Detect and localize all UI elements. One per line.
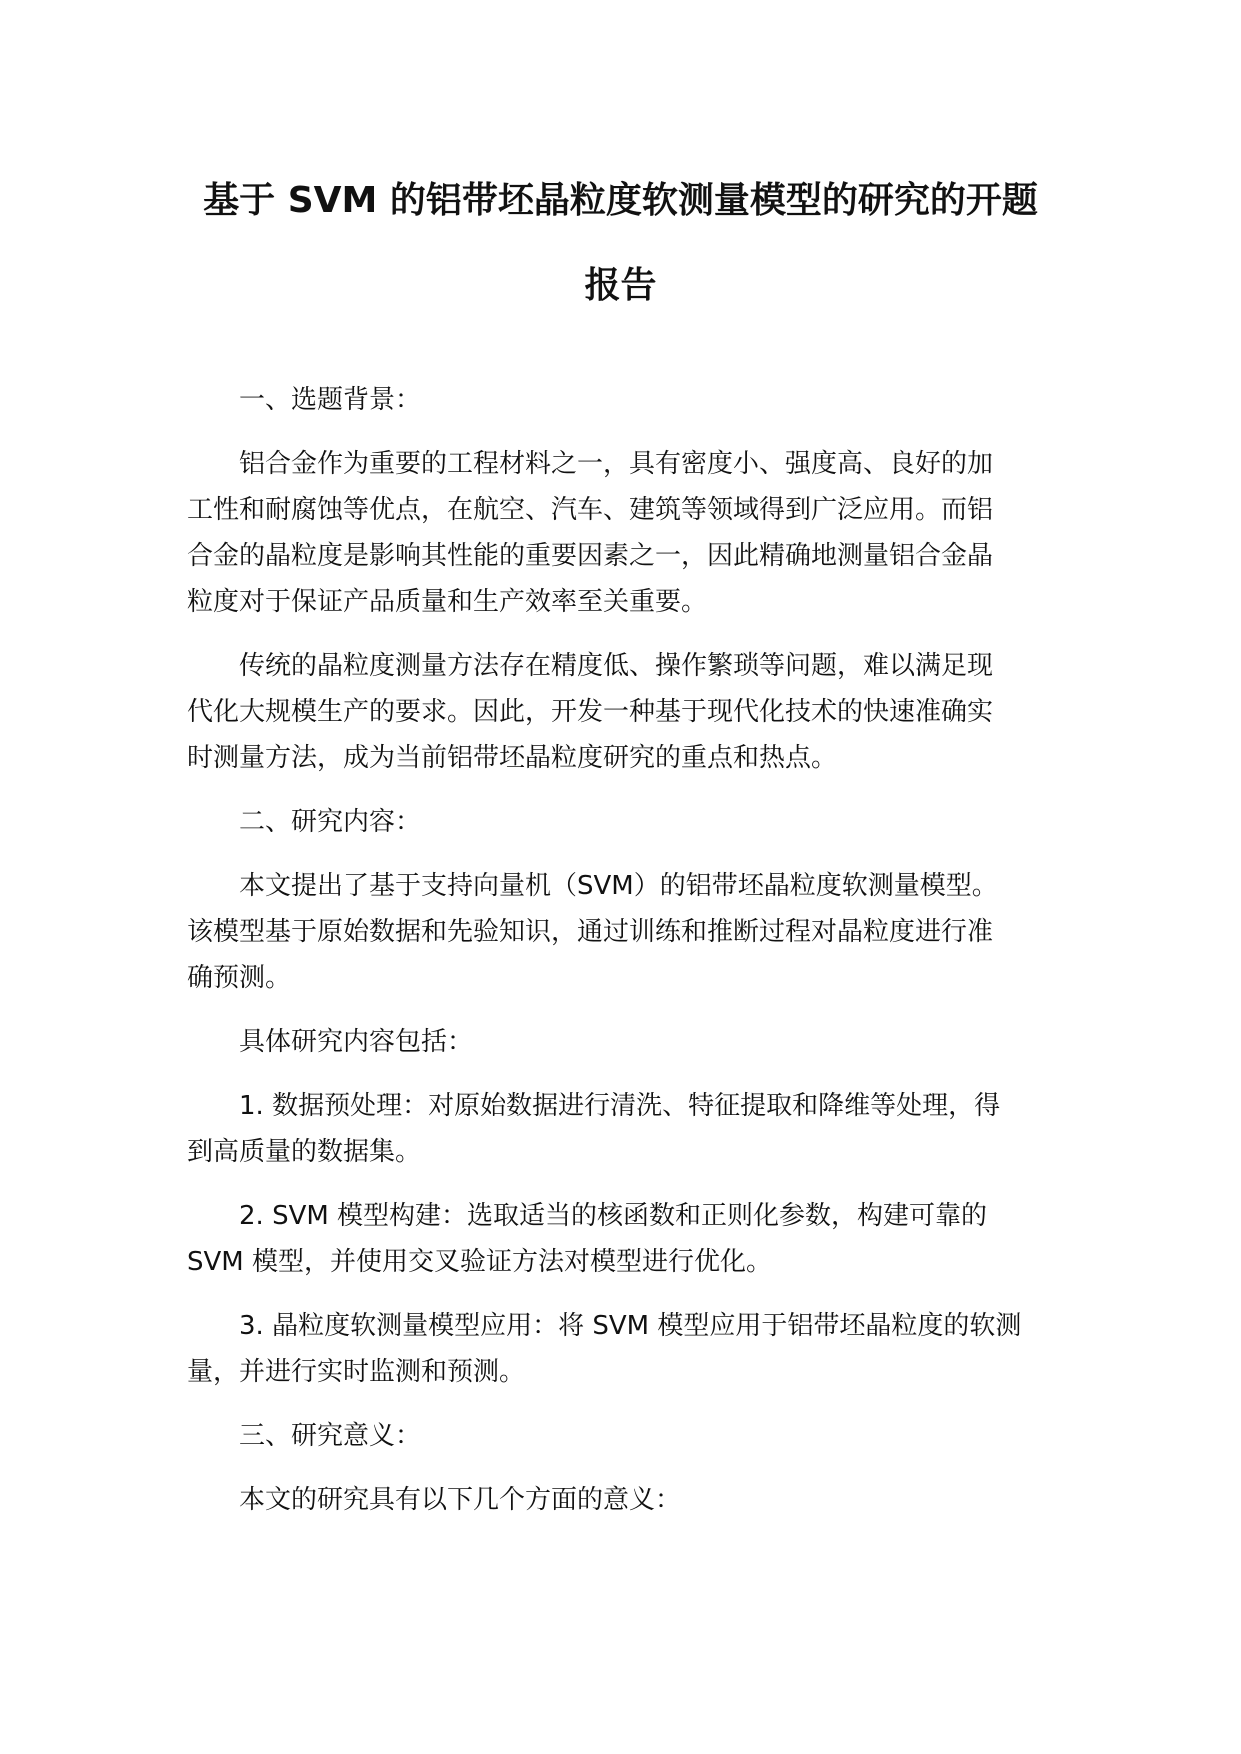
text-line: 到高质量的数据集。	[187, 1137, 422, 1167]
section-heading-content	[187, 799, 1042, 845]
text-line: SVM 模型，并使用交叉验证方法对模型进行优化。	[187, 1247, 772, 1277]
paragraph-background-1	[187, 441, 1042, 625]
section-heading-background	[187, 377, 1042, 423]
text-line: 工性和耐腐蚀等优点，在航空、汽车、建筑等领域得到广泛应用。而铝	[187, 495, 994, 525]
document-body	[187, 377, 1042, 1541]
text-line: 1. 数据预处理：对原始数据进行清洗、特征提取和降维等处理，得	[239, 1091, 1001, 1121]
text-line: 一、选题背景：	[239, 385, 422, 415]
paragraph-significance-1	[187, 1477, 1042, 1523]
paragraph-content-2	[187, 1019, 1042, 1065]
text-line: 铝合金作为重要的工程材料之一，具有密度小、强度高、良好的加	[239, 449, 994, 479]
text-line: 三、研究意义：	[239, 1421, 422, 1451]
text-line: 合金的晶粒度是影响其性能的重要因素之一，因此精确地测量铝合金晶	[187, 541, 994, 571]
document-title-line-2: 报告	[584, 265, 657, 306]
paragraph-content-1	[187, 863, 1042, 1001]
list-item-3	[187, 1303, 1042, 1395]
text-line: 时测量方法，成为当前铝带坯晶粒度研究的重点和热点。	[187, 743, 838, 773]
text-line: 该模型基于原始数据和先验知识，通过训练和推断过程对晶粒度进行准	[187, 917, 994, 947]
text-line: 确预测。	[187, 963, 292, 993]
text-line: 具体研究内容包括：	[239, 1027, 474, 1057]
list-item-1	[187, 1083, 1042, 1175]
section-heading-significance	[187, 1413, 1042, 1459]
text-line: 代化大规模生产的要求。因此，开发一种基于现代化技术的快速准确实	[187, 697, 994, 727]
text-line: 本文的研究具有以下几个方面的意义：	[239, 1485, 682, 1515]
text-line: 传统的晶粒度测量方法存在精度低、操作繁琐等问题，难以满足现	[239, 651, 994, 681]
text-line: 本文提出了基于支持向量机（SVM）的铝带坯晶粒度软测量模型。	[239, 871, 998, 901]
text-line: 粒度对于保证产品质量和生产效率至关重要。	[187, 587, 708, 617]
list-item-2	[187, 1193, 1042, 1285]
text-line: 2. SVM 模型构建：选取适当的核函数和正则化参数，构建可靠的	[239, 1201, 988, 1231]
document-title-line-1: 基于 SVM 的铝带坯晶粒度软测量模型的研究的开题	[203, 180, 1038, 221]
paragraph-background-2	[187, 643, 1042, 781]
text-line: 量，并进行实时监测和预测。	[187, 1357, 526, 1387]
text-line: 3. 晶粒度软测量模型应用：将 SVM 模型应用于铝带坯晶粒度的软测	[239, 1311, 1022, 1341]
text-line: 二、研究内容：	[239, 807, 422, 837]
